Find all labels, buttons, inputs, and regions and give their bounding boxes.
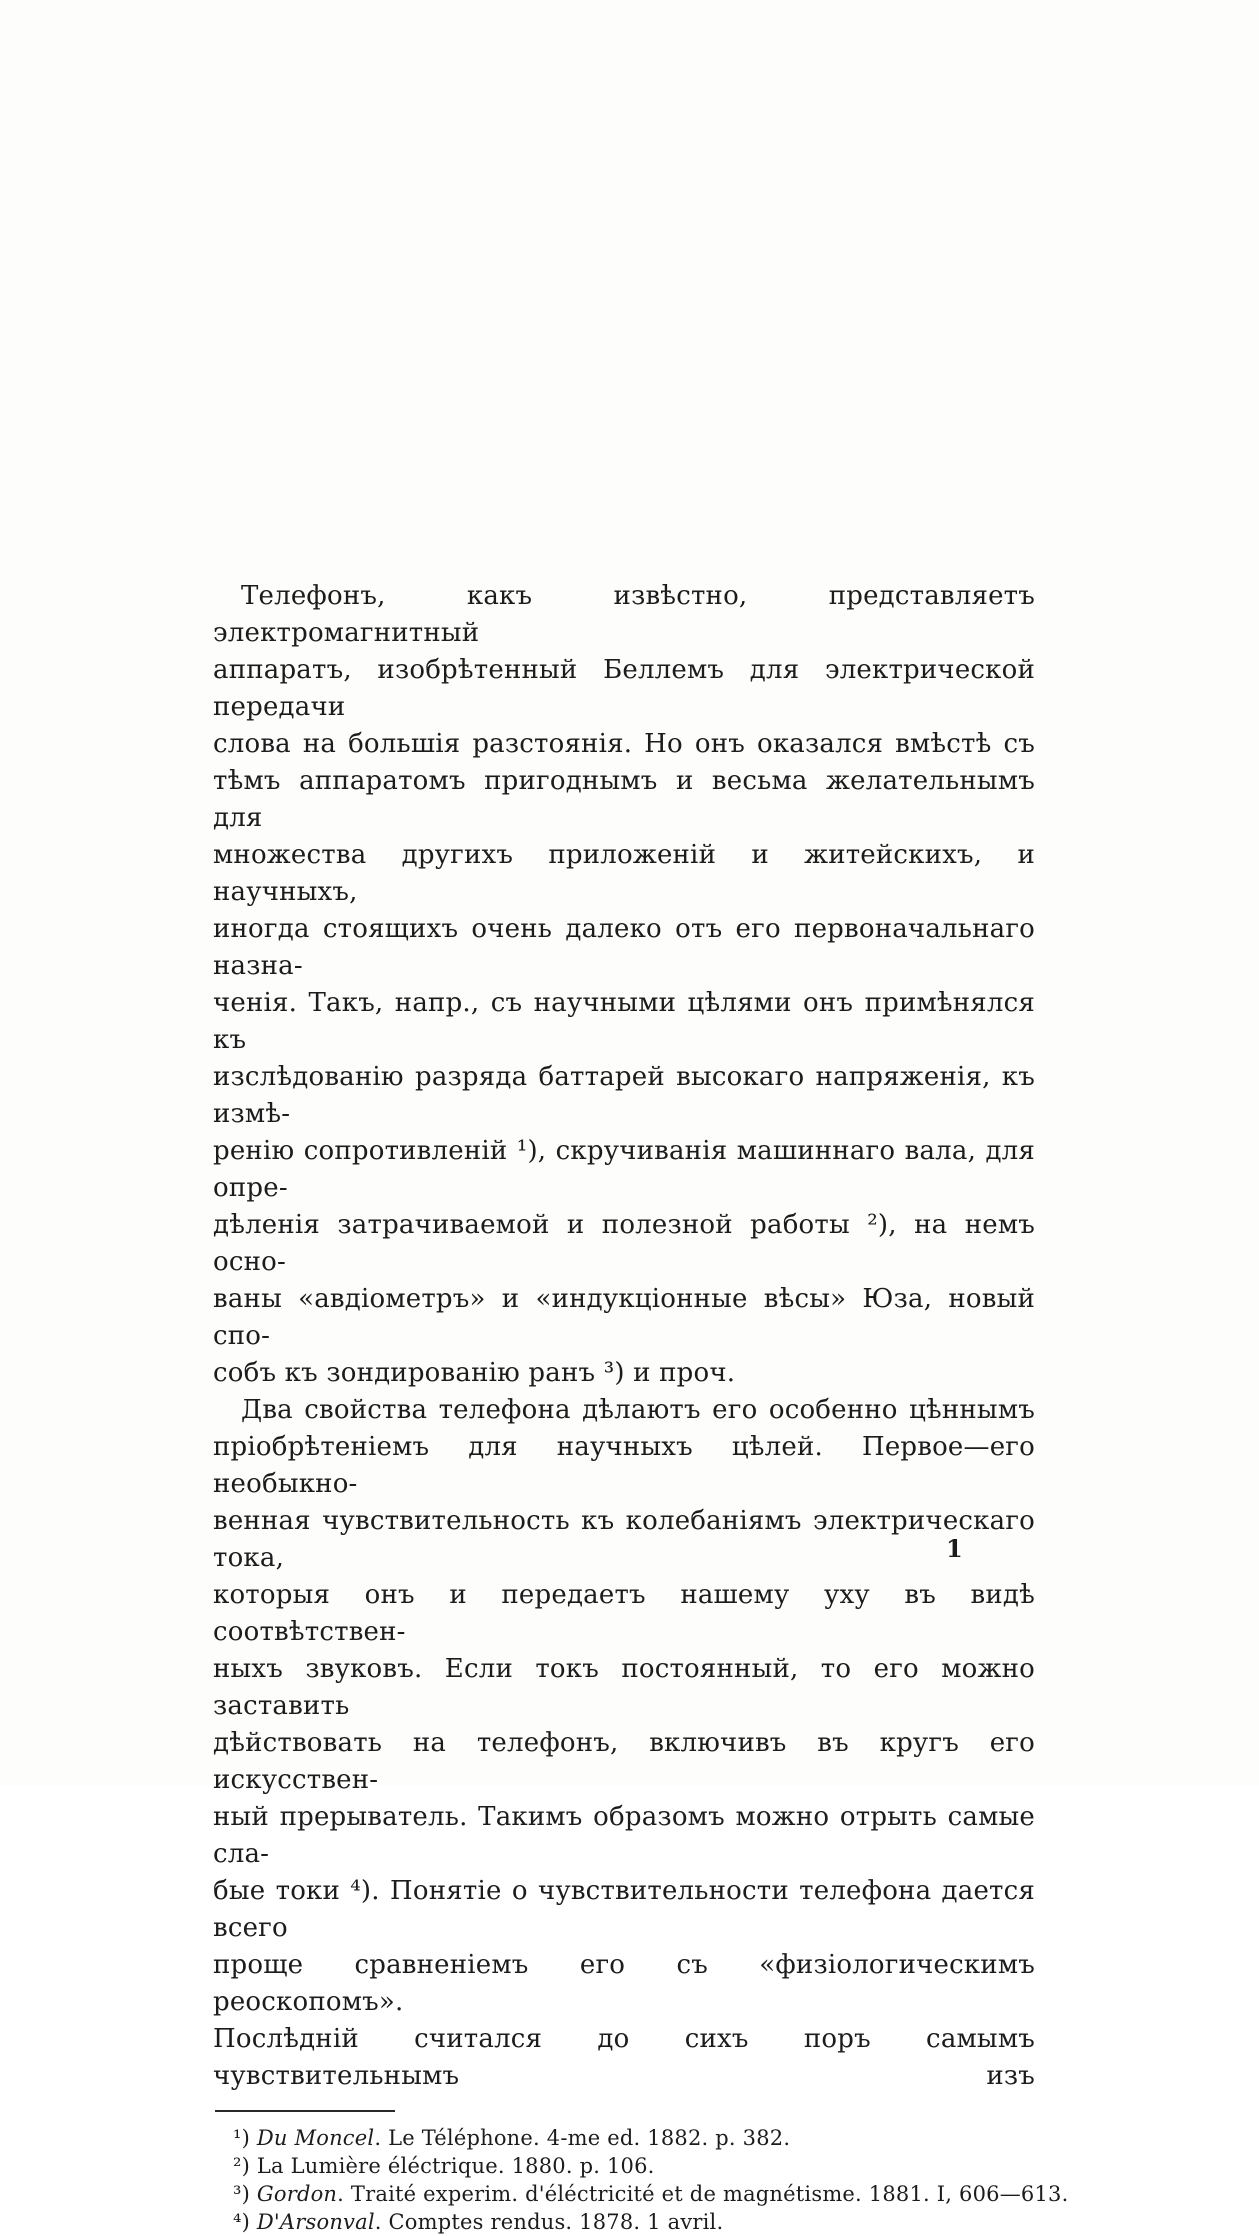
- text-line: собъ къ зондированію ранъ ³) и проч.: [213, 1358, 736, 1388]
- main-text: [213, 578, 1069, 2236]
- text-line: Послѣдній считался до сихъ поръ самымъ чувствительнымъ изъ: [213, 2024, 1035, 2091]
- text-line: изслѣдованію разряда баттарей высокаго напряженія, къ измѣ-: [213, 1062, 1035, 1129]
- footnote: [213, 2124, 1035, 2152]
- footnote: [213, 2152, 1035, 2180]
- footnote-text: . Traité experim. d'éléctricité et de magnétisme. 1881. I, 606—613.: [337, 2182, 1069, 2206]
- text-line: проще сравненіемъ его съ «физіологическимъ реоскопомъ».: [213, 1950, 1035, 2017]
- footnote-text: . Le Téléphone. 4-me ed. 1882. p. 382.: [374, 2126, 791, 2150]
- footnote: [213, 2180, 1069, 2208]
- footnote-author: Du Moncel: [256, 2126, 375, 2150]
- footnotes: [213, 2124, 1069, 2236]
- text-line: тѣмъ аппаратомъ пригоднымъ и весьма желательнымъ для: [213, 766, 1035, 833]
- footnote-text: . Comptes rendus. 1878. 1 avril.: [374, 2210, 724, 2234]
- text-line: дѣленія затрачиваемой и полезной работы ²), на немъ осно-: [213, 1210, 1035, 1277]
- footnote-marker: ⁴): [233, 2210, 257, 2234]
- page-number: 1: [946, 1534, 963, 1563]
- footnote-text: La Lumière éléctrique. 1880. p. 106.: [256, 2154, 655, 2178]
- text-line: Телефонъ, какъ извѣстно, представляетъ электромагнитный: [213, 581, 1035, 648]
- footnote-separator: [215, 2110, 395, 2112]
- text-line: иногда стоящихъ очень далеко отъ его первоначальнаго назна-: [213, 914, 1035, 981]
- text-line: слова на большія разстоянія. Но онъ оказался вмѣстѣ съ: [213, 729, 1035, 759]
- text-line: ваны «авдіометръ» и «индукціонные вѣсы» Юза, новый спо-: [213, 1284, 1035, 1351]
- footnote-marker: ¹): [233, 2126, 257, 2150]
- footnote-author: Gordon: [256, 2182, 338, 2206]
- text-line: дѣйствовать на телефонъ, включивъ въ кругъ его искусствен-: [213, 1728, 1035, 1795]
- text-line: ныхъ звуковъ. Если токъ постоянный, то его можно заставить: [213, 1654, 1035, 1721]
- footnote-author: D'Arsonval: [256, 2210, 375, 2234]
- text-line: ренію сопротивленій ¹), скручиванія машиннаго вала, для опре-: [213, 1136, 1035, 1203]
- text-line: ный прерыватель. Такимъ образомъ можно отрыть самые сла-: [213, 1802, 1035, 1869]
- text-line: ченія. Такъ, напр., съ научными цѣлями онъ примѣнялся къ: [213, 988, 1035, 1055]
- text-line: которыя онъ и передаетъ нашему уху въ видѣ соотвѣтствен-: [213, 1580, 1035, 1647]
- text-line: венная чувствительность къ колебаніямъ электрическаго тока,: [213, 1506, 1035, 1573]
- footnote-marker: ³): [233, 2182, 257, 2206]
- footnote-marker: ²): [233, 2154, 257, 2178]
- text-line: бые токи ⁴). Понятіе о чувствительности телефона дается всего: [213, 1876, 1035, 1943]
- footnote: [213, 2208, 1035, 2236]
- text-line: Два свойства телефона дѣлаютъ его особенно цѣннымъ: [241, 1395, 1035, 1425]
- text-line: множества другихъ приложеній и житейскихъ, и научныхъ,: [213, 840, 1035, 907]
- text-line: аппаратъ, изобрѣтенный Беллемъ для электрической передачи: [213, 655, 1035, 722]
- text-line: пріобрѣтеніемъ для научныхъ цѣлей. Первое—его необыкно-: [213, 1432, 1035, 1499]
